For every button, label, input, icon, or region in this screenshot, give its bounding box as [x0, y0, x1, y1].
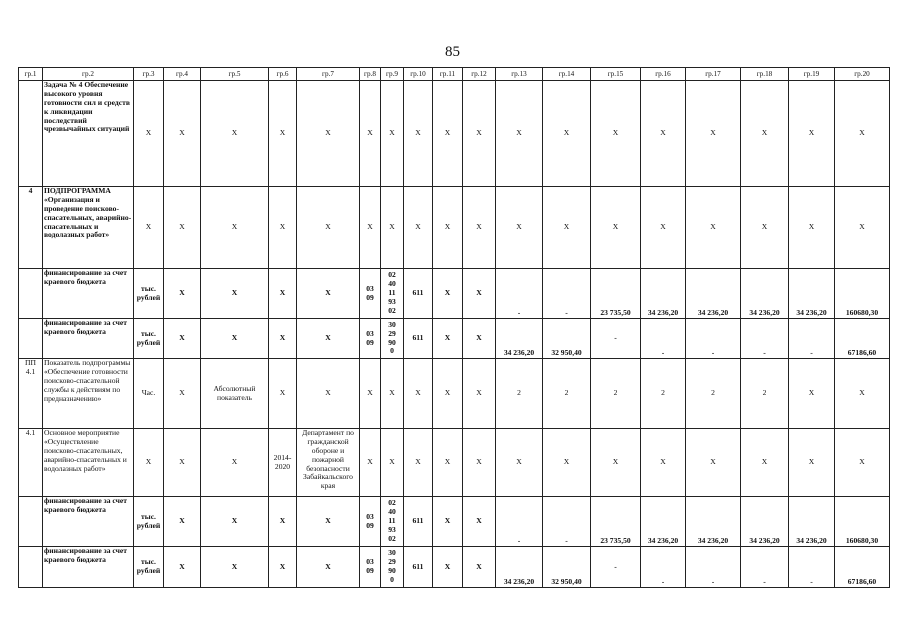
- table-cell: ПОДПРОГРАММА «Организация и проведение поисково-спасательных, аварийно-спасательных и водолазных работ»: [43, 187, 134, 269]
- table-cell: 32 950,40: [543, 319, 591, 359]
- financing-row: [19, 269, 890, 319]
- table-cell: 23 735,50: [591, 269, 641, 319]
- table-cell: X: [463, 359, 496, 429]
- header-cell: гр.13: [496, 68, 543, 81]
- table-cell: X: [164, 547, 201, 588]
- table-cell: X: [591, 81, 641, 187]
- table-cell: X: [269, 269, 297, 319]
- table-cell: 611: [404, 497, 433, 547]
- table-cell: X: [164, 359, 201, 429]
- table-cell: -: [591, 547, 641, 588]
- table-cell: -: [591, 319, 641, 359]
- header-cell: гр.10: [404, 68, 433, 81]
- table-cell: X: [789, 429, 835, 497]
- table-cell: X: [463, 81, 496, 187]
- header-cell: гр.3: [134, 68, 164, 81]
- table-cell: X: [297, 547, 360, 588]
- page-number: 85: [445, 44, 460, 60]
- table-cell: [19, 547, 43, 588]
- table-cell: 02 40 11 93 02: [381, 497, 404, 547]
- table-cell: X: [543, 429, 591, 497]
- table-cell: 2014-2020: [269, 429, 297, 497]
- header-cell: гр.15: [591, 68, 641, 81]
- table-cell: X: [835, 429, 890, 497]
- table-cell: X: [404, 359, 433, 429]
- table-cell: 03 09: [360, 319, 381, 359]
- table-cell: X: [269, 187, 297, 269]
- table-cell: финансирование за счет краевого бюджета: [43, 547, 134, 588]
- subprogram-row: [19, 187, 890, 269]
- table-cell: Час.: [134, 359, 164, 429]
- program-table: [18, 67, 890, 588]
- table-cell: финансирование за счет краевого бюджета: [43, 497, 134, 547]
- measure-row: [19, 429, 890, 497]
- table-cell: 4: [19, 187, 43, 269]
- table-cell: X: [164, 319, 201, 359]
- table-cell: X: [164, 81, 201, 187]
- table-cell: -: [741, 319, 789, 359]
- table-cell: Абсолютный показатель: [201, 359, 269, 429]
- table-cell: 30 29 90 0: [381, 547, 404, 588]
- table-cell: Показатель подпрограммы «Обеспечение готовности поисково-спасательной службы к действиям по предназначению»: [43, 359, 134, 429]
- table-cell: X: [381, 187, 404, 269]
- table-cell: 67186,60: [835, 547, 890, 588]
- table-cell: X: [360, 359, 381, 429]
- table-cell: X: [433, 81, 463, 187]
- table-cell: 160680,30: [835, 497, 890, 547]
- table-cell: 611: [404, 269, 433, 319]
- header-cell: гр.5: [201, 68, 269, 81]
- table-cell: X: [686, 81, 741, 187]
- table-cell: X: [433, 269, 463, 319]
- table-cell: X: [269, 81, 297, 187]
- table-cell: -: [686, 547, 741, 588]
- table-cell: 2: [641, 359, 686, 429]
- table-cell: X: [201, 429, 269, 497]
- table-cell: X: [591, 429, 641, 497]
- table-cell: 34 236,20: [686, 497, 741, 547]
- table-cell: X: [496, 81, 543, 187]
- table-cell: X: [591, 187, 641, 269]
- table-cell: X: [360, 187, 381, 269]
- table-cell: -: [789, 319, 835, 359]
- table-cell: X: [641, 187, 686, 269]
- table-cell: X: [134, 81, 164, 187]
- header-cell: гр.9: [381, 68, 404, 81]
- table-cell: X: [463, 497, 496, 547]
- table-cell: X: [381, 81, 404, 187]
- table-cell: X: [164, 187, 201, 269]
- table-cell: X: [269, 497, 297, 547]
- table-cell: 2: [496, 359, 543, 429]
- table-cell: 02 40 11 93 02: [381, 269, 404, 319]
- table-cell: тыс. рублей: [134, 547, 164, 588]
- table-cell: 34 236,20: [641, 269, 686, 319]
- table-cell: X: [297, 497, 360, 547]
- table-cell: 34 236,20: [496, 319, 543, 359]
- table-cell: X: [686, 187, 741, 269]
- table-cell: X: [134, 429, 164, 497]
- table-cell: финансирование за счет краевого бюджета: [43, 319, 134, 359]
- header-cell: гр.11: [433, 68, 463, 81]
- task-row: [19, 81, 890, 187]
- table-cell: X: [496, 187, 543, 269]
- table-cell: 34 236,20: [789, 269, 835, 319]
- header-cell: гр.7: [297, 68, 360, 81]
- table-cell: 32 950,40: [543, 547, 591, 588]
- table-cell: -: [496, 497, 543, 547]
- table-cell: [19, 319, 43, 359]
- table-cell: 03 09: [360, 547, 381, 588]
- table-cell: финансирование за счет краевого бюджета: [43, 269, 134, 319]
- table-cell: тыс. рублей: [134, 269, 164, 319]
- table-cell: 34 236,20: [686, 269, 741, 319]
- table-cell: X: [134, 187, 164, 269]
- table-cell: X: [496, 429, 543, 497]
- table-cell: Задача № 4 Обеспечение высокого уровня готовности сил и средств к ликвидации последствий чрезвычайных ситуаций: [43, 81, 134, 187]
- table-cell: 2: [686, 359, 741, 429]
- table-cell: X: [164, 497, 201, 547]
- table-cell: X: [164, 429, 201, 497]
- table-cell: X: [360, 81, 381, 187]
- table-cell: X: [463, 319, 496, 359]
- header-cell: гр.1: [19, 68, 43, 81]
- table-cell: -: [686, 319, 741, 359]
- table-cell: -: [641, 547, 686, 588]
- table-cell: X: [741, 429, 789, 497]
- table-cell: X: [201, 269, 269, 319]
- table-cell: 611: [404, 319, 433, 359]
- table-cell: Департамент по гражданской обороне и пожарной безопасности Забайкальского края: [297, 429, 360, 497]
- table-cell: X: [641, 81, 686, 187]
- table-cell: X: [433, 359, 463, 429]
- table-cell: X: [297, 81, 360, 187]
- table-cell: X: [404, 81, 433, 187]
- table-cell: X: [433, 429, 463, 497]
- header-cell: гр.2: [43, 68, 134, 81]
- table-cell: X: [297, 187, 360, 269]
- table-cell: X: [269, 319, 297, 359]
- table-cell: X: [360, 429, 381, 497]
- table-cell: X: [201, 547, 269, 588]
- table-cell: X: [686, 429, 741, 497]
- table-cell: X: [543, 187, 591, 269]
- header-cell: гр.17: [686, 68, 741, 81]
- table-cell: X: [433, 497, 463, 547]
- table-cell: X: [297, 269, 360, 319]
- table-cell: X: [164, 269, 201, 319]
- table-cell: X: [201, 497, 269, 547]
- table-cell: 2: [591, 359, 641, 429]
- table-cell: 30 29 90 0: [381, 319, 404, 359]
- header-cell: гр.14: [543, 68, 591, 81]
- table-cell: [19, 81, 43, 187]
- table-cell: X: [789, 81, 835, 187]
- table-cell: -: [789, 547, 835, 588]
- table-cell: [19, 497, 43, 547]
- table-cell: тыс. рублей: [134, 497, 164, 547]
- table-cell: -: [641, 319, 686, 359]
- table-cell: X: [789, 187, 835, 269]
- table-cell: X: [433, 319, 463, 359]
- table-cell: Основное мероприятие «Осуществление поисково-спасательных, аварийно-спасательных и водолазных работ»: [43, 429, 134, 497]
- table-cell: 34 236,20: [789, 497, 835, 547]
- header-cell: гр.4: [164, 68, 201, 81]
- financing-row: [19, 547, 890, 588]
- table-cell: X: [789, 359, 835, 429]
- table-cell: X: [381, 429, 404, 497]
- table-cell: -: [543, 497, 591, 547]
- header-cell: гр.8: [360, 68, 381, 81]
- header-cell: гр.20: [835, 68, 890, 81]
- table-cell: X: [269, 359, 297, 429]
- header-cell: гр.6: [269, 68, 297, 81]
- header-cell: гр.18: [741, 68, 789, 81]
- table-cell: X: [463, 547, 496, 588]
- table-cell: X: [201, 319, 269, 359]
- table-cell: X: [463, 429, 496, 497]
- table-cell: 67186,60: [835, 319, 890, 359]
- table-cell: X: [201, 81, 269, 187]
- table-cell: ПП 4.1: [19, 359, 43, 429]
- table-cell: X: [433, 187, 463, 269]
- table-cell: 2: [741, 359, 789, 429]
- table-cell: X: [835, 359, 890, 429]
- table-cell: -: [741, 547, 789, 588]
- table-cell: [19, 269, 43, 319]
- table-cell: 2: [543, 359, 591, 429]
- financing-row: [19, 497, 890, 547]
- table-cell: 34 236,20: [741, 497, 789, 547]
- table-cell: X: [835, 187, 890, 269]
- table-cell: 03 09: [360, 497, 381, 547]
- table-cell: X: [463, 269, 496, 319]
- table-cell: 4.1: [19, 429, 43, 497]
- table-cell: X: [404, 429, 433, 497]
- table-cell: 34 236,20: [496, 547, 543, 588]
- table-cell: 03 09: [360, 269, 381, 319]
- table-cell: X: [269, 547, 297, 588]
- table-cell: X: [641, 429, 686, 497]
- table-cell: X: [404, 187, 433, 269]
- table-cell: X: [297, 359, 360, 429]
- table-cell: 23 735,50: [591, 497, 641, 547]
- table-cell: X: [463, 187, 496, 269]
- financing-row: [19, 319, 890, 359]
- header-cell: гр.16: [641, 68, 686, 81]
- table-cell: -: [543, 269, 591, 319]
- table-cell: -: [496, 269, 543, 319]
- table-cell: 34 236,20: [741, 269, 789, 319]
- table-cell: 34 236,20: [641, 497, 686, 547]
- header-cell: гр.19: [789, 68, 835, 81]
- header-row: [19, 68, 890, 81]
- table-cell: 160680,30: [835, 269, 890, 319]
- table-cell: X: [201, 187, 269, 269]
- table-cell: тыс. рублей: [134, 319, 164, 359]
- header-cell: гр.12: [463, 68, 496, 81]
- table-cell: X: [381, 359, 404, 429]
- table-cell: X: [741, 81, 789, 187]
- table-cell: 611: [404, 547, 433, 588]
- table-cell: X: [741, 187, 789, 269]
- table-cell: X: [543, 81, 591, 187]
- table-cell: X: [433, 547, 463, 588]
- table-cell: X: [835, 81, 890, 187]
- indicator-row: [19, 359, 890, 429]
- table-cell: X: [297, 319, 360, 359]
